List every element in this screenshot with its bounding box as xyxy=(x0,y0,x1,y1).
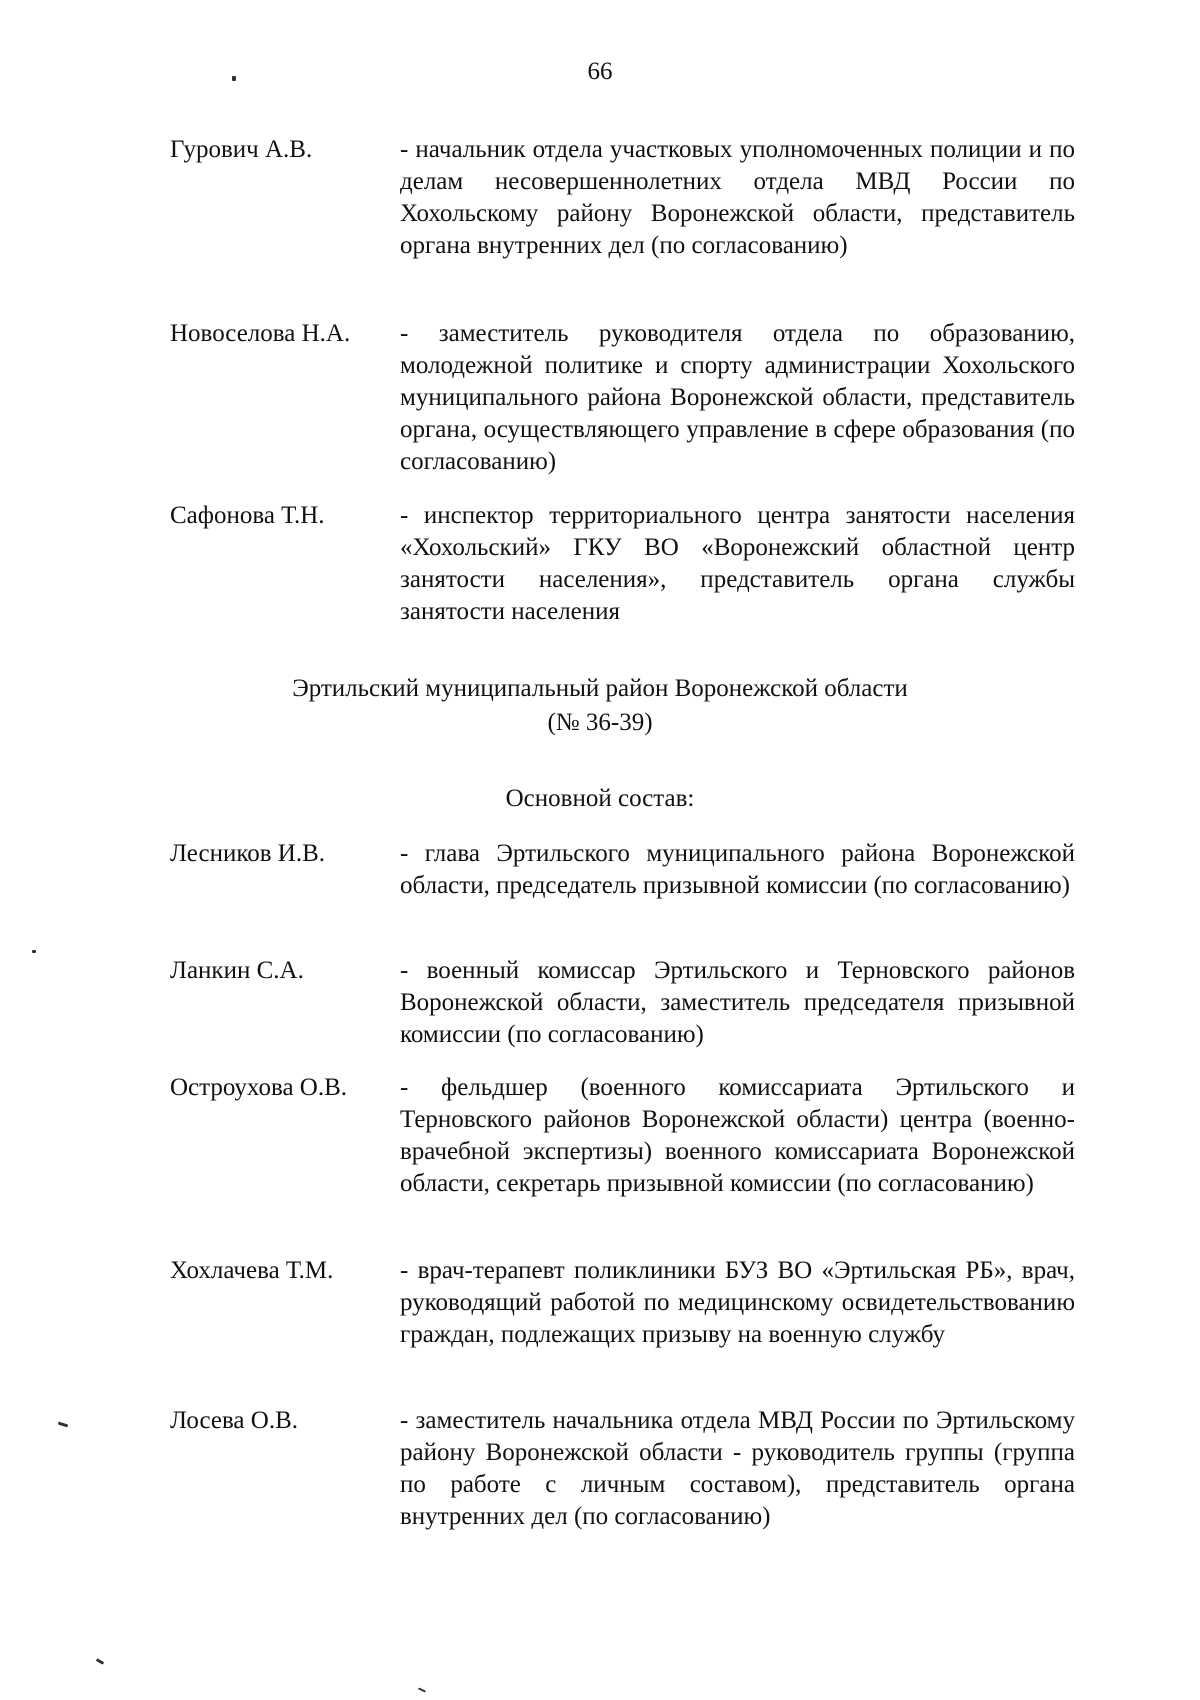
member-description: - фельдшер (военного комиссариата Эртильского и Терновского районов Воронежской области) центра (военно-врачебной экспертизы) военного комиссариата Воронежской области, секретарь призывной комиссии (по согласованию) xyxy=(400,1074,1075,1197)
district-number: (№ 36-39) xyxy=(547,709,653,736)
member-description: - глава Эртильского муниципального района Воронежской области, председатель призывной комиссии (по согласованию) xyxy=(400,840,1075,899)
scan-speck xyxy=(232,76,236,81)
member-description: - инспектор территориального центра занятости населения «Хохольский» ГКУ ВО «Воронежский областной центр занятости населения», представитель органа службы занятости населения xyxy=(400,502,1075,625)
member-name: Лесников И.В. xyxy=(170,840,326,867)
scan-speck xyxy=(58,1422,68,1428)
composition-title: Основной состав: xyxy=(505,785,695,812)
member-name: Гурович А.В. xyxy=(170,136,313,163)
member-description: - военный комиссар Эртильского и Терновского районов Воронежской области, заместитель председателя призывной комиссии (по согласованию) xyxy=(400,957,1075,1048)
member-name: Сафонова Т.Н. xyxy=(170,502,325,529)
scan-speck xyxy=(32,950,36,953)
member-name: Остроухова О.В. xyxy=(170,1074,348,1101)
page-number: 66 xyxy=(587,58,613,85)
member-name: Ланкин С.А. xyxy=(170,957,304,984)
district-title: Эртильский муниципальный район Воронежской области xyxy=(292,675,908,702)
member-description: - начальник отдела участковых уполномоченных полиции и по делам несовершеннолетних отдела МВД России по Хохольскому району Воронежской области, представитель органа внутренних дел (по согласованию) xyxy=(400,136,1075,259)
member-description: - заместитель руководителя отдела по образованию, молодежной политике и спорту администрации Хохольского муниципального района Воронежской области, представитель органа, осуществляющего управление в сфере образования (по согласованию) xyxy=(400,320,1075,475)
member-name: Новоселова Н.А. xyxy=(170,320,351,347)
member-name: Лосева О.В. xyxy=(170,1407,299,1434)
scan-speck xyxy=(418,1687,426,1692)
member-name: Хохлачева Т.М. xyxy=(170,1257,334,1284)
member-description: - врач-терапевт поликлиники БУЗ ВО «Эртильская РБ», врач, руководящий работой по медицинскому освидетельствованию граждан, подлежащих призыву на военную службу xyxy=(400,1257,1075,1348)
scan-speck xyxy=(96,1658,104,1665)
member-description: - заместитель начальника отдела МВД России по Эртильскому району Воронежской области - руководитель группы (группа по работе с личным составом), представитель органа внутренних дел (по согласованию) xyxy=(400,1407,1075,1530)
